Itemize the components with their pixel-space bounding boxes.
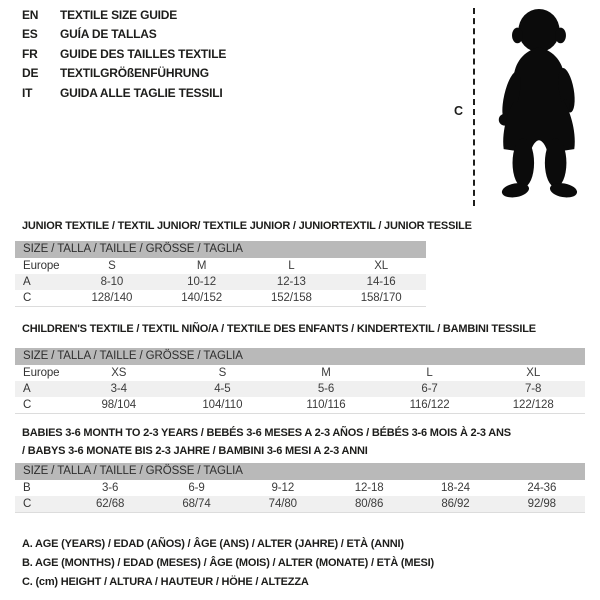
row-label: B <box>23 482 31 494</box>
toddler-silhouette-icon <box>484 6 592 204</box>
table-row <box>15 381 585 397</box>
babies-size-table <box>15 463 585 513</box>
language-row <box>22 84 226 103</box>
language-title: GUIDA ALLE TAGLIE TESSILI <box>60 85 223 100</box>
language-code: FR <box>22 46 38 61</box>
cell-value: L <box>426 367 433 379</box>
cell-value: 86/92 <box>441 498 470 510</box>
cell-value: 12-13 <box>276 276 306 288</box>
height-dashed-line <box>473 8 475 206</box>
children-table-title: CHILDREN'S TEXTILE / TEXTIL NIÑO/A / TEXTILE DES ENFANTS / KINDERTEXTIL / BAMBINI TESSILE <box>22 323 536 335</box>
cell-value: 12-18 <box>354 482 384 494</box>
cell-value: 158/170 <box>360 292 402 304</box>
junior-table-title: JUNIOR TEXTILE / TEXTIL JUNIOR/ TEXTILE JUNIOR / JUNIORTEXTIL / JUNIOR TESSILE <box>22 220 472 232</box>
table-row <box>15 397 585 414</box>
language-title: GUÍA DE TALLAS <box>60 27 157 42</box>
cell-value: 4-5 <box>214 383 231 395</box>
language-row <box>22 45 226 64</box>
cell-value: S <box>108 260 116 272</box>
height-marker-label: C <box>454 104 464 118</box>
language-row <box>22 64 226 83</box>
cell-value: 104/110 <box>202 399 243 411</box>
cell-value: 122/128 <box>512 399 554 411</box>
table-row <box>15 258 426 274</box>
cell-value: 24-36 <box>527 482 557 494</box>
table-row <box>15 274 426 290</box>
language-row <box>22 25 226 44</box>
row-label: Europe <box>23 260 60 272</box>
cell-value: 6-7 <box>421 383 438 395</box>
table-row <box>15 290 426 307</box>
cell-value: M <box>196 260 207 272</box>
cell-value: 98/104 <box>101 399 137 411</box>
size-header-band: SIZE / TALLA / TAILLE / GRÖSSE / TAGLIA <box>15 241 426 258</box>
footnote-list <box>22 535 434 592</box>
cell-value: 110/116 <box>306 399 346 411</box>
cell-value: XL <box>374 260 389 272</box>
language-title: TEXTILGRÖßENFÜHRUNG <box>60 66 209 81</box>
table-row <box>15 365 585 381</box>
language-code: EN <box>22 8 39 22</box>
language-code: IT <box>22 85 33 100</box>
footnote-line: A. AGE (YEARS) / EDAD (AÑOS) / ÂGE (ANS) / ALTER (JAHRE) / ETÀ (ANNI) <box>22 538 404 550</box>
language-code: ES <box>22 27 38 42</box>
cell-value: 9-12 <box>271 482 295 494</box>
cell-value: 80/86 <box>355 498 384 510</box>
footnote-line: C. (cm) HEIGHT / ALTURA / HAUTEUR / HÖHE / ALTEZZA <box>22 576 309 588</box>
cell-value: 74/80 <box>268 498 297 510</box>
footnote-line: B. AGE (MONTHS) / EDAD (MESES) / ÂGE (MOIS) / ALTER (MONATE) / ETÀ (MESI) <box>22 557 434 569</box>
row-label: C <box>23 399 32 411</box>
row-label: Europe <box>23 367 60 379</box>
cell-value: M <box>321 367 331 379</box>
table-row <box>15 480 585 496</box>
cell-value: 3-4 <box>110 383 127 395</box>
row-label: A <box>23 383 31 395</box>
cell-value: XS <box>111 367 127 379</box>
cell-value: 62/68 <box>96 498 125 510</box>
cell-value: 92/98 <box>527 498 556 510</box>
language-title: TEXTILE SIZE GUIDE <box>60 8 178 22</box>
babies-table-title: BABIES 3-6 MONTH TO 2-3 YEARS / BEBÉS 3-6 MESES A 2-3 AÑOS / BÉBÉS 3-6 MOIS À 2-3 ANS / BABYS 3-6 MONATE BIS 2-3 JAHRE / BAMBINI 3-6 MESI A 2-3 ANNI <box>22 427 511 457</box>
cell-value: 3-6 <box>102 482 119 494</box>
row-label: C <box>23 292 32 304</box>
cell-value: 10-12 <box>187 276 217 288</box>
size-header-band: SIZE / TALLA / TAILLE / GRÖSSE / TAGLIA <box>15 348 585 365</box>
size-header-band: SIZE / TALLA / TAILLE / GRÖSSE / TAGLIA <box>15 463 585 480</box>
cell-value: 116/122 <box>409 399 450 411</box>
cell-value: 5-6 <box>317 383 335 395</box>
cell-value: 8-10 <box>100 276 124 288</box>
children-size-table <box>15 348 585 414</box>
cell-value: 7-8 <box>525 383 542 395</box>
cell-value: L <box>288 260 295 272</box>
language-title: GUIDE DES TAILLES TEXTILE <box>60 46 227 61</box>
junior-size-table <box>15 241 426 307</box>
height-diagram <box>452 4 600 209</box>
table-row <box>15 496 585 513</box>
language-title-list <box>22 6 226 103</box>
row-label: A <box>23 276 31 288</box>
cell-value: 140/152 <box>181 292 223 304</box>
cell-value: 18-24 <box>441 482 470 494</box>
language-code: DE <box>22 66 39 81</box>
cell-value: 152/158 <box>270 292 312 304</box>
row-label: C <box>23 498 32 510</box>
cell-value: 128/140 <box>91 292 133 304</box>
cell-value: XL <box>526 367 541 379</box>
cell-value: 6-9 <box>188 482 205 494</box>
language-row <box>22 6 226 25</box>
cell-value: 68/74 <box>182 498 211 510</box>
cell-value: S <box>218 367 227 379</box>
cell-value: 14-16 <box>366 276 396 288</box>
